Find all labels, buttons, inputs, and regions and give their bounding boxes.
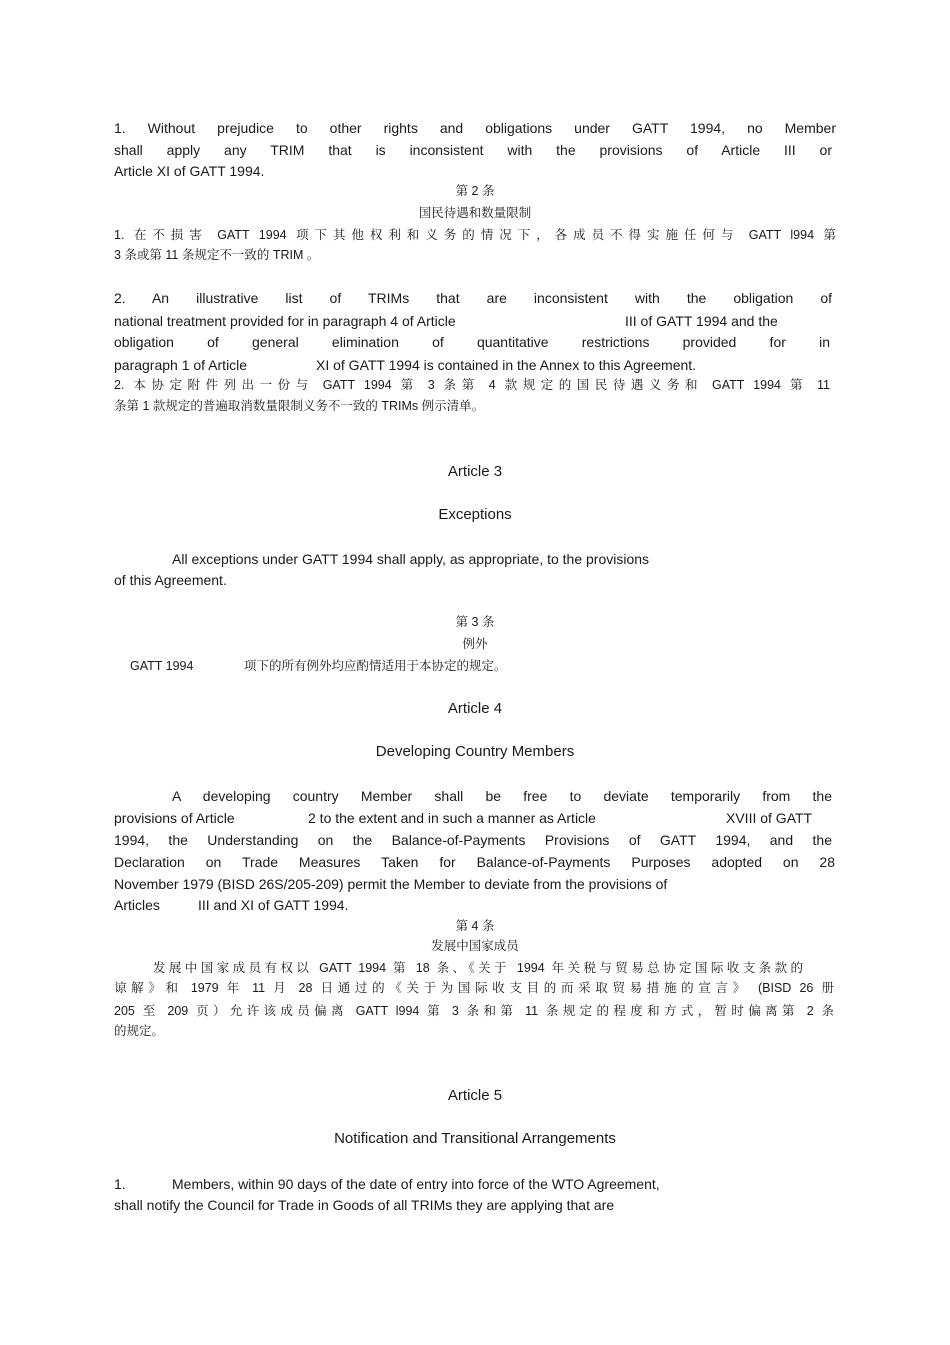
art2-en-p1-line1: 1. Without prejudice to other rights and obligations under GATT 1994, no Member <box>114 120 836 136</box>
art3-cn-heading: 第 3 条 <box>455 615 495 629</box>
art2-en-p2-line1: 2. An illustrative list of TRIMs that are inconsistent with the obligation of <box>114 290 832 306</box>
art4-title: Developing Country Members <box>375 743 575 760</box>
art4-cn-line1: 发展中国家成员有权以 GATT 1994 第 18 条、《关于 1994 年关税与贸易总协定国际收支条款的 <box>153 961 803 975</box>
art4-cn-line2: 谅解》和 1979 年 11 月 28 日通过的《关于为国际收支目的而采取贸易措施的宣言》 (BISD 26 册 <box>114 981 834 995</box>
art3-en-p-line1: All exceptions under GATT 1994 shall apply, as appropriate, to the provisions <box>172 551 650 567</box>
art2-cn-p2-line2: 条第 1 款规定的普遍取消数量限制义务不一致的 TRIMs 例示清单。 <box>114 399 485 413</box>
art4-en-p-line3: 1994, the Understanding on the Balance-of-Payments Provisions of GATT 1994, and the <box>114 832 832 848</box>
art4-en-p-line6a: Articles <box>114 897 160 913</box>
art5-title: Notification and Transitional Arrangements <box>334 1130 616 1147</box>
art5-en-p-line2: shall notify the Council for Trade in Goods of all TRIMs they are applying that are <box>114 1197 615 1213</box>
art2-en-p2-line2b: III of GATT 1994 and the <box>625 313 778 329</box>
art3-cn-title: 例外 <box>462 637 488 651</box>
art4-en-p-line2c: XVIII of GATT <box>726 810 813 826</box>
art3-cn-p-a: GATT 1994 <box>130 659 194 673</box>
art4-en-p-line5: November 1979 (BISD 26S/205-209) permit the Member to deviate from the provisions of <box>114 876 668 892</box>
art4-en-p-line1: A developing country Member shall be free to deviate temporarily from the <box>172 788 832 804</box>
art4-en-p-line2a: provisions of Article <box>114 810 235 826</box>
art2-en-p2-line4b: XI of GATT 1994 is contained in the Annex to this Agreement. <box>316 357 697 373</box>
art4-en-p-line6b: III and XI of GATT 1994. <box>198 897 349 913</box>
art3-cn-p-b: 项下的所有例外均应酌情适用于本协定的规定。 <box>244 659 507 673</box>
art2-cn-p1-line2: 3 条或第 11 条规定不一致的 TRIM 。 <box>114 248 320 262</box>
art2-cn-p2-line1: 2. 本协定附件列出一份与 GATT 1994 第 3 条第 4 款规定的国民待遇义务和 GATT 1994 第 11 <box>114 378 830 392</box>
art2-cn-heading: 第 2 条 <box>455 184 495 198</box>
art5-heading: Article 5 <box>447 1087 503 1104</box>
art3-title: Exceptions <box>438 506 512 523</box>
art4-en-p-line2b: 2 to the extent and in such a manner as Article <box>308 810 596 826</box>
art4-cn-heading: 第 4 条 <box>455 919 495 933</box>
art4-heading: Article 4 <box>447 700 503 717</box>
art5-en-p-line1b: Members, within 90 days of the date of entry into force of the WTO Agreement, <box>172 1176 660 1192</box>
art4-cn-line4: 的规定。 <box>114 1024 165 1038</box>
art3-heading: Article 3 <box>447 463 503 480</box>
art4-cn-title: 发展中国家成员 <box>431 939 519 953</box>
art3-en-p-line2: of this Agreement. <box>114 572 227 588</box>
art2-cn-title: 国民待遇和数量限制 <box>418 206 532 220</box>
art4-en-p-line4: Declaration on Trade Measures Taken for Balance-of-Payments Purposes adopted on 28 <box>114 854 835 870</box>
art2-cn-p1-line1: 1. 在不损害 GATT 1994 项下其他权利和义务的情况下，各成员不得实施任何与 GATT l994 第 <box>114 228 836 242</box>
art2-en-p1-line2: shall apply any TRIM that is inconsistent with the provisions of Article III or <box>114 142 832 158</box>
art2-en-p2-line2a: national treatment provided for in paragraph 4 of Article <box>114 313 456 329</box>
art2-en-p1-line3: Article XI of GATT 1994. <box>114 163 265 179</box>
art2-en-p2-line3: obligation of general elimination of quantitative restrictions provided for in <box>114 334 830 350</box>
art2-en-p2-line4a: paragraph 1 of Article <box>114 357 248 373</box>
art5-en-p-line1a: 1. <box>114 1176 126 1192</box>
art4-cn-line3: 205 至 209 页）允许该成员偏离 GATT l994 第 3 条和第 11 条规定的程度和方式，暂时偏离第 2 条 <box>114 1004 834 1018</box>
